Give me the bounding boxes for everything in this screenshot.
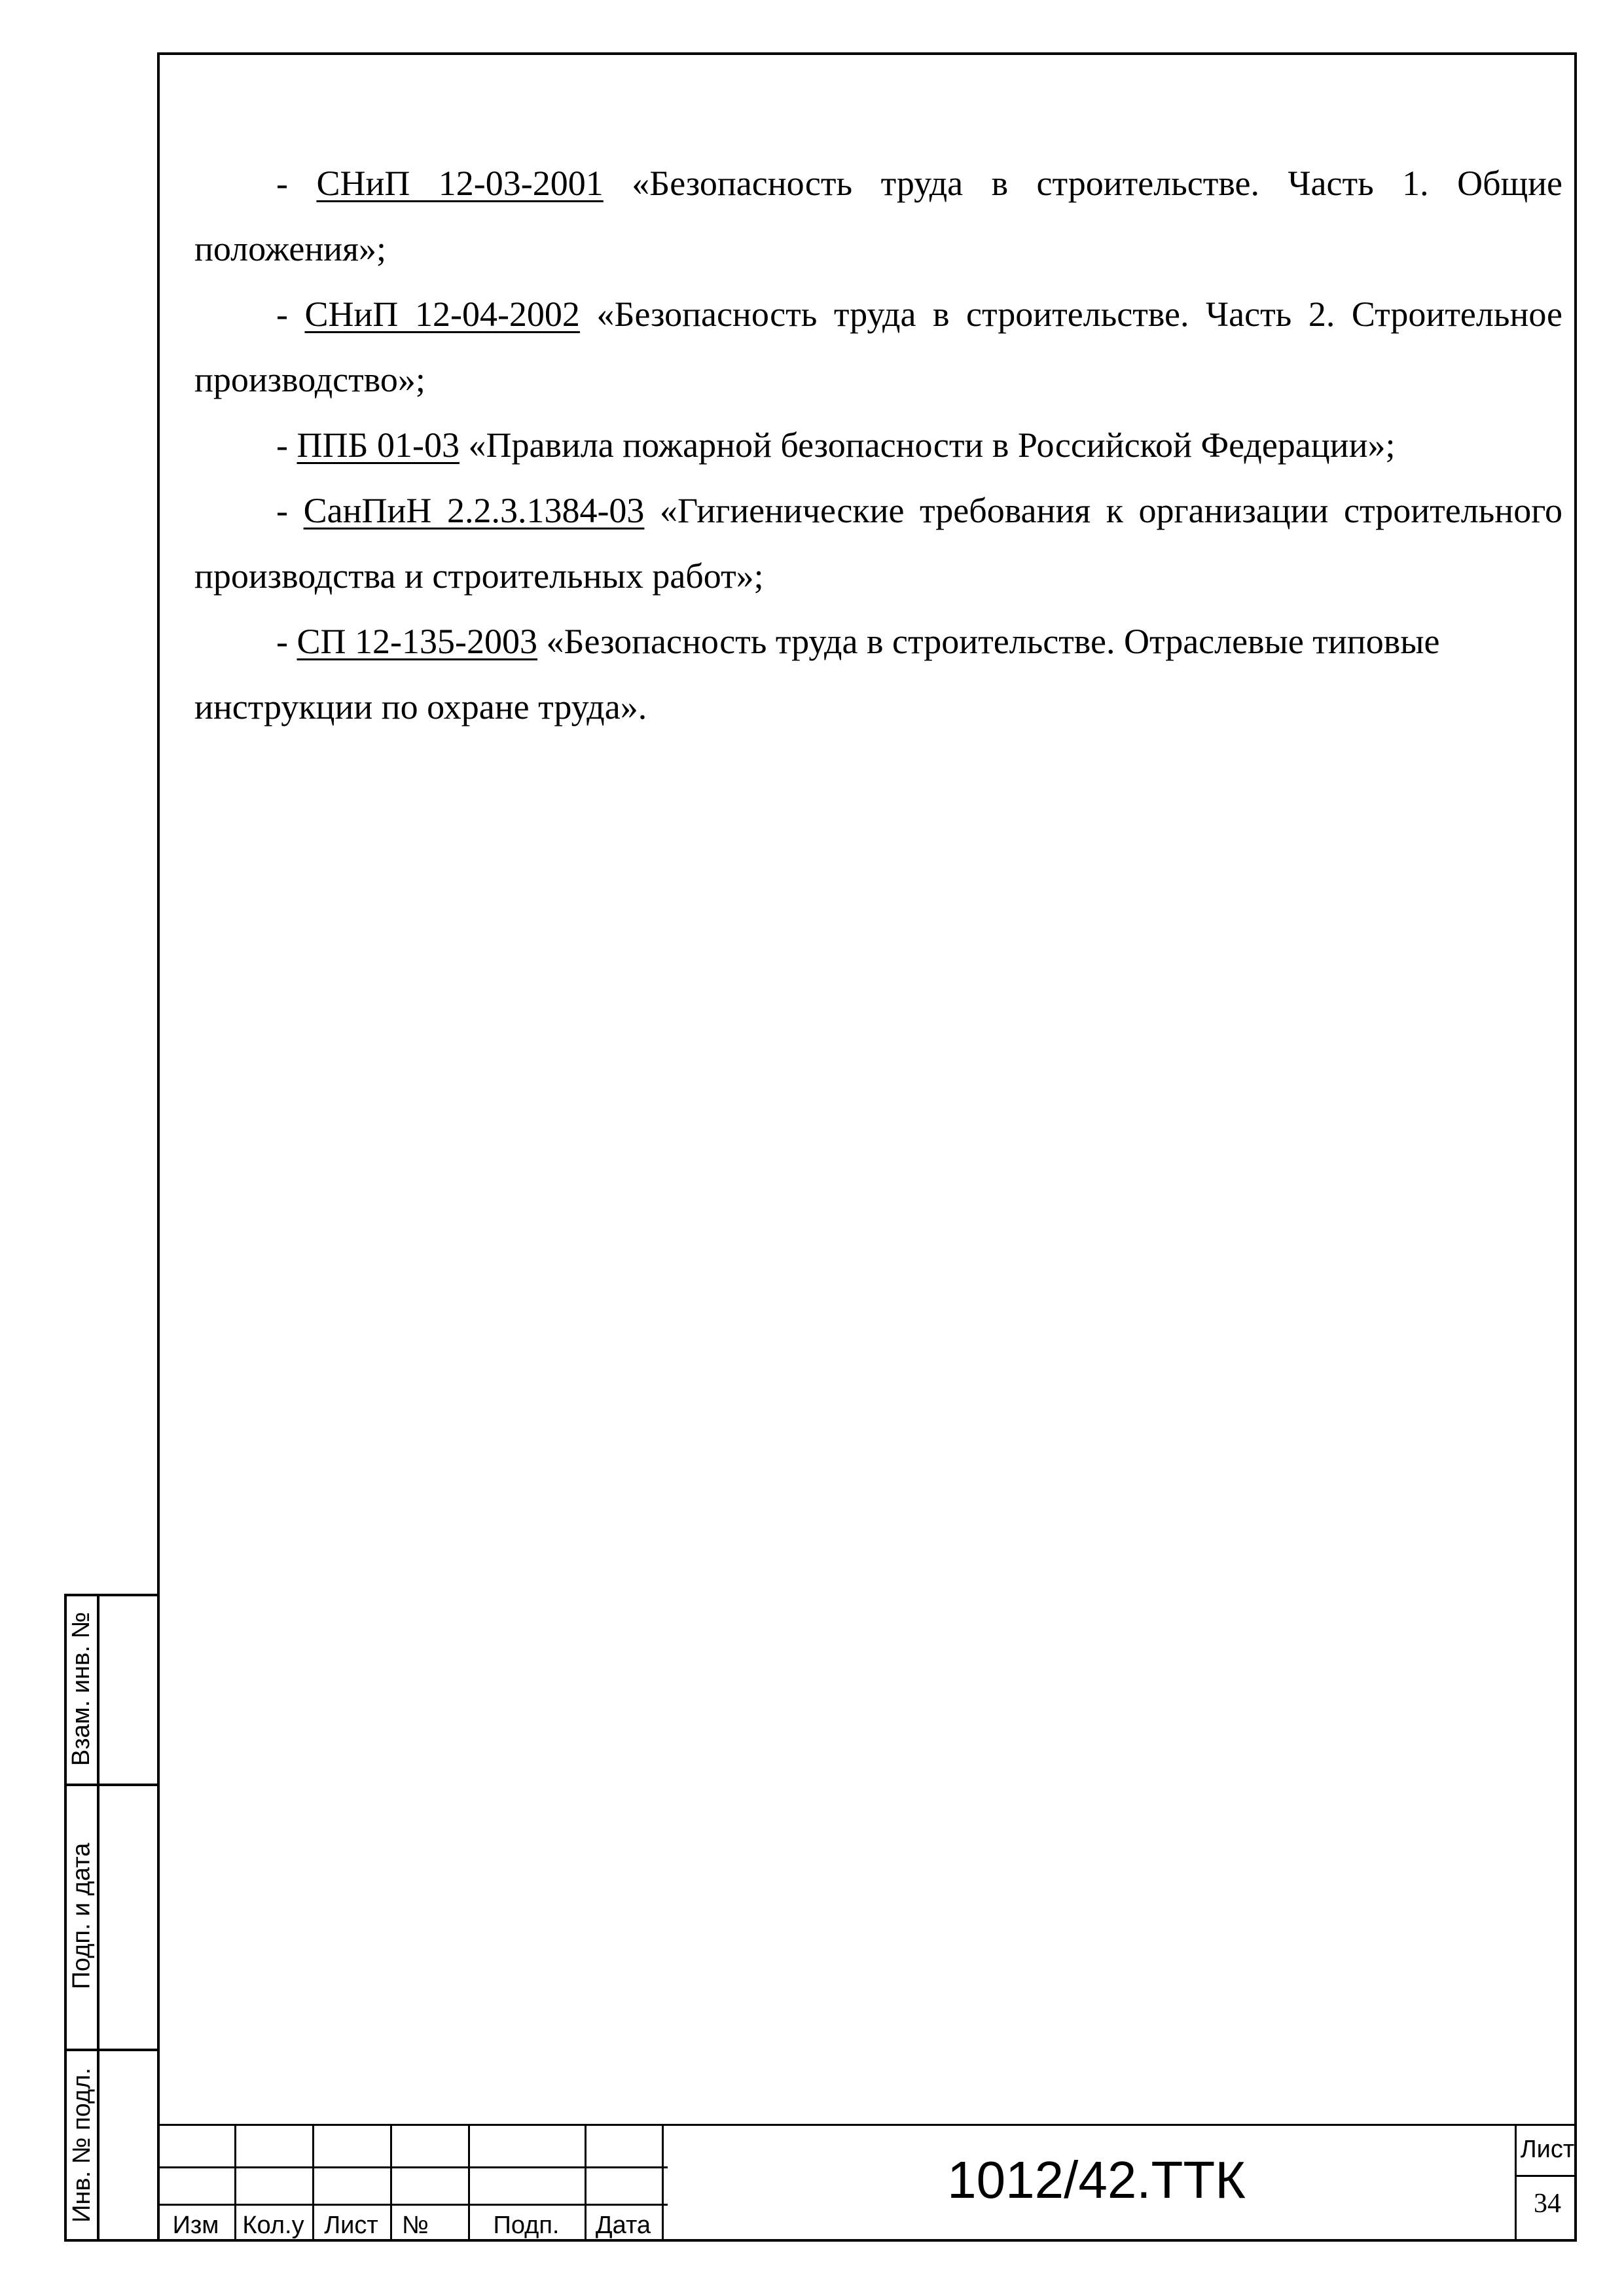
document-body (194, 151, 1562, 740)
standard-reference: ППБ 01-03 (297, 425, 460, 465)
list-item (194, 412, 1562, 478)
list-dash: - (276, 425, 297, 465)
list-item (194, 281, 1562, 412)
podp-data-label: Подп. и дата (67, 1842, 96, 1990)
list-item-text: «Безопасность труда в строительстве. Часть 1. Общие положения»; (194, 164, 1563, 268)
column-kol-uch: Кол.у (242, 2211, 304, 2239)
list-dash: - (276, 164, 317, 203)
list-item-text: «Правила пожарной безопасности в Российской Федерации»; (459, 425, 1396, 465)
side-stamp (64, 1594, 160, 2242)
sheet-label: Лист (1520, 2136, 1575, 2163)
vzam-inv-label: Взам. инв. № (67, 1611, 96, 1766)
standard-reference: СанПиН 2.2.3.1384-03 (303, 491, 645, 530)
list-dash: - (276, 491, 304, 530)
column-date: Дата (595, 2211, 651, 2239)
column-list: Лист (324, 2211, 378, 2239)
standard-reference: СНиП 12-03-2001 (316, 164, 604, 203)
column-doc-number: № (402, 2211, 429, 2239)
standard-reference: СНиП 12-04-2002 (304, 295, 580, 334)
side-stamp-divider (97, 1594, 99, 2242)
inv-podl-label: Инв. № подл. (67, 2068, 96, 2223)
title-block (157, 2124, 1577, 2242)
list-item (194, 478, 1562, 609)
list-dash: - (276, 295, 305, 334)
list-item-text: «Безопасность труда в строительстве. Отраслевые типовые инструкции по охране труда». (194, 622, 1440, 726)
list-item (194, 609, 1562, 740)
title-block-column-line (662, 2124, 664, 2242)
list-item-text: «Гигиенические требования к организации строительного производства и строительных работ»; (194, 491, 1563, 596)
column-izm: Изм (172, 2211, 219, 2239)
sheet-number: 34 (1534, 2189, 1561, 2219)
list-item-text: «Безопасность труда в строительстве. Часть 2. Строительное производство»; (194, 295, 1562, 399)
standard-reference: СП 12-135-2003 (297, 622, 537, 661)
title-block-row-line (157, 2204, 668, 2206)
list-dash: - (276, 622, 297, 661)
list-item (194, 151, 1562, 281)
column-signature: Подп. (493, 2211, 560, 2239)
title-block-row-line (157, 2166, 668, 2168)
document-number: 1012/42.ТТК (947, 2151, 1246, 2209)
title-block-top-line (157, 2124, 1577, 2126)
